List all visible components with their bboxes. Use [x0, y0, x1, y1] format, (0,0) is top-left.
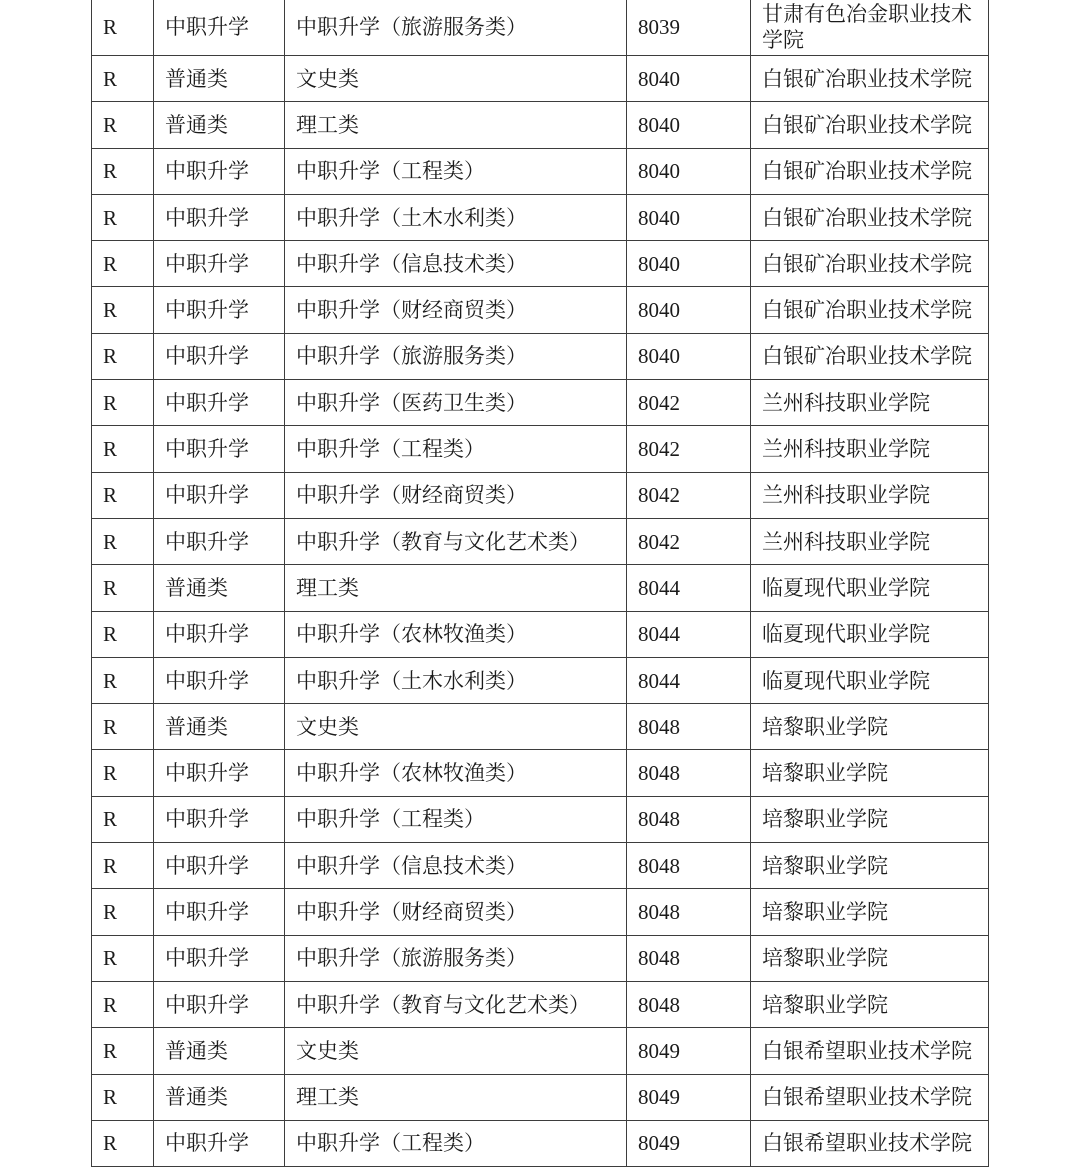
cell-code: 8040 [627, 148, 751, 194]
cell-subcategory: 中职升学（旅游服务类） [285, 333, 627, 379]
cell-category: 中职升学 [154, 889, 285, 935]
cell-code: 8049 [627, 1074, 751, 1120]
table-row [92, 796, 989, 842]
cell-code: 8040 [627, 287, 751, 333]
cell-code: 8040 [627, 102, 751, 148]
cell-mark: R [92, 148, 154, 194]
table-row [92, 657, 989, 703]
table-row [92, 56, 989, 102]
cell-code: 8048 [627, 843, 751, 889]
table-row [92, 565, 989, 611]
cell-category: 中职升学 [154, 426, 285, 472]
cell-institution: 培黎职业学院 [751, 889, 989, 935]
cell-institution: 临夏现代职业学院 [751, 611, 989, 657]
table-row [92, 472, 989, 518]
table-row [92, 333, 989, 379]
cell-category: 普通类 [154, 56, 285, 102]
cell-subcategory: 理工类 [285, 102, 627, 148]
cell-code: 8048 [627, 889, 751, 935]
cell-institution: 白银矿冶职业技术学院 [751, 194, 989, 240]
cell-subcategory: 中职升学（工程类） [285, 796, 627, 842]
cell-institution: 兰州科技职业学院 [751, 426, 989, 472]
cell-subcategory: 中职升学（财经商贸类） [285, 287, 627, 333]
cell-category: 中职升学 [154, 611, 285, 657]
cell-institution: 临夏现代职业学院 [751, 565, 989, 611]
table-row [92, 704, 989, 750]
cell-code: 8042 [627, 518, 751, 564]
cell-subcategory: 中职升学（财经商贸类） [285, 472, 627, 518]
cell-institution: 培黎职业学院 [751, 981, 989, 1027]
cell-subcategory: 中职升学（工程类） [285, 426, 627, 472]
cell-mark: R [92, 0, 154, 56]
cell-subcategory: 文史类 [285, 56, 627, 102]
cell-institution: 兰州科技职业学院 [751, 472, 989, 518]
cell-subcategory: 中职升学（农林牧渔类） [285, 750, 627, 796]
cell-institution: 白银矿冶职业技术学院 [751, 241, 989, 287]
cell-mark: R [92, 472, 154, 518]
cell-mark: R [92, 750, 154, 796]
table-row [92, 935, 989, 981]
cell-code: 8040 [627, 56, 751, 102]
cell-mark: R [92, 426, 154, 472]
cell-mark: R [92, 889, 154, 935]
cell-institution: 临夏现代职业学院 [751, 657, 989, 703]
cell-mark: R [92, 333, 154, 379]
cell-subcategory: 中职升学（土木水利类） [285, 657, 627, 703]
table-body [92, 0, 989, 1167]
cell-code: 8048 [627, 796, 751, 842]
cell-subcategory: 中职升学（信息技术类） [285, 843, 627, 889]
table-row [92, 1120, 989, 1166]
cell-subcategory: 中职升学（土木水利类） [285, 194, 627, 240]
cell-code: 8042 [627, 472, 751, 518]
cell-institution: 兰州科技职业学院 [751, 380, 989, 426]
cell-code: 8040 [627, 241, 751, 287]
cell-category: 中职升学 [154, 1120, 285, 1166]
cell-mark: R [92, 518, 154, 564]
table-row [92, 148, 989, 194]
cell-institution: 白银矿冶职业技术学院 [751, 333, 989, 379]
cell-institution: 培黎职业学院 [751, 704, 989, 750]
cell-mark: R [92, 56, 154, 102]
cell-code: 8040 [627, 333, 751, 379]
cell-code: 8048 [627, 935, 751, 981]
table-row [92, 981, 989, 1027]
table-row [92, 1028, 989, 1074]
cell-mark: R [92, 1074, 154, 1120]
cell-subcategory: 中职升学（工程类） [285, 148, 627, 194]
table-row [92, 518, 989, 564]
cell-subcategory: 中职升学（旅游服务类） [285, 0, 627, 56]
cell-code: 8048 [627, 704, 751, 750]
cell-mark: R [92, 565, 154, 611]
cell-mark: R [92, 1120, 154, 1166]
cell-category: 中职升学 [154, 380, 285, 426]
cell-subcategory: 中职升学（农林牧渔类） [285, 611, 627, 657]
cell-institution: 兰州科技职业学院 [751, 518, 989, 564]
table-row [92, 889, 989, 935]
cell-mark: R [92, 704, 154, 750]
cell-mark: R [92, 935, 154, 981]
cell-mark: R [92, 287, 154, 333]
cell-subcategory: 中职升学（工程类） [285, 1120, 627, 1166]
cell-category: 中职升学 [154, 194, 285, 240]
cell-category: 普通类 [154, 565, 285, 611]
cell-subcategory: 理工类 [285, 1074, 627, 1120]
cell-subcategory: 中职升学（教育与文化艺术类） [285, 981, 627, 1027]
cell-category: 中职升学 [154, 287, 285, 333]
table-row [92, 611, 989, 657]
cell-code: 8042 [627, 380, 751, 426]
cell-code: 8048 [627, 981, 751, 1027]
cell-code: 8044 [627, 657, 751, 703]
cell-institution: 培黎职业学院 [751, 935, 989, 981]
cell-subcategory: 中职升学（医药卫生类） [285, 380, 627, 426]
cell-institution: 白银矿冶职业技术学院 [751, 56, 989, 102]
cell-institution: 白银矿冶职业技术学院 [751, 287, 989, 333]
cell-category: 中职升学 [154, 935, 285, 981]
cell-category: 普通类 [154, 1028, 285, 1074]
cell-category: 中职升学 [154, 750, 285, 796]
cell-institution: 白银希望职业技术学院 [751, 1074, 989, 1120]
cell-institution: 培黎职业学院 [751, 796, 989, 842]
cell-code: 8049 [627, 1120, 751, 1166]
cell-code: 8040 [627, 194, 751, 240]
cell-mark: R [92, 657, 154, 703]
cell-institution: 培黎职业学院 [751, 750, 989, 796]
cell-category: 中职升学 [154, 148, 285, 194]
cell-category: 普通类 [154, 1074, 285, 1120]
cell-institution: 白银矿冶职业技术学院 [751, 102, 989, 148]
cell-institution: 甘肃有色冶金职业技术学院 [751, 0, 989, 56]
cell-institution: 培黎职业学院 [751, 843, 989, 889]
table-row [92, 750, 989, 796]
cell-category: 中职升学 [154, 981, 285, 1027]
table-row [92, 843, 989, 889]
table-row [92, 241, 989, 287]
cell-category: 中职升学 [154, 657, 285, 703]
cell-institution: 白银矿冶职业技术学院 [751, 148, 989, 194]
cell-institution: 白银希望职业技术学院 [751, 1028, 989, 1074]
table-row [92, 102, 989, 148]
cell-subcategory: 文史类 [285, 1028, 627, 1074]
cell-mark: R [92, 380, 154, 426]
cell-code: 8049 [627, 1028, 751, 1074]
cell-subcategory: 中职升学（旅游服务类） [285, 935, 627, 981]
cell-category: 中职升学 [154, 796, 285, 842]
cell-category: 中职升学 [154, 333, 285, 379]
cell-code: 8048 [627, 750, 751, 796]
cell-category: 普通类 [154, 102, 285, 148]
cell-subcategory: 文史类 [285, 704, 627, 750]
cell-mark: R [92, 611, 154, 657]
cell-mark: R [92, 796, 154, 842]
cell-subcategory: 中职升学（信息技术类） [285, 241, 627, 287]
table-row [92, 287, 989, 333]
cell-mark: R [92, 981, 154, 1027]
table-row [92, 426, 989, 472]
cell-category: 中职升学 [154, 241, 285, 287]
cell-code: 8044 [627, 565, 751, 611]
cell-mark: R [92, 1028, 154, 1074]
cell-code: 8044 [627, 611, 751, 657]
table-row [92, 0, 989, 56]
cell-category: 中职升学 [154, 0, 285, 56]
cell-category: 普通类 [154, 704, 285, 750]
cell-mark: R [92, 102, 154, 148]
cell-mark: R [92, 241, 154, 287]
cell-subcategory: 理工类 [285, 565, 627, 611]
cell-category: 中职升学 [154, 518, 285, 564]
cell-mark: R [92, 194, 154, 240]
cell-subcategory: 中职升学（教育与文化艺术类） [285, 518, 627, 564]
cell-code: 8042 [627, 426, 751, 472]
cell-mark: R [92, 843, 154, 889]
cell-subcategory: 中职升学（财经商贸类） [285, 889, 627, 935]
cell-category: 中职升学 [154, 843, 285, 889]
cell-category: 中职升学 [154, 472, 285, 518]
table-row [92, 380, 989, 426]
table-row [92, 1074, 989, 1120]
cell-code: 8039 [627, 0, 751, 56]
admissions-table [91, 0, 989, 1167]
table-row [92, 194, 989, 240]
cell-institution: 白银希望职业技术学院 [751, 1120, 989, 1166]
